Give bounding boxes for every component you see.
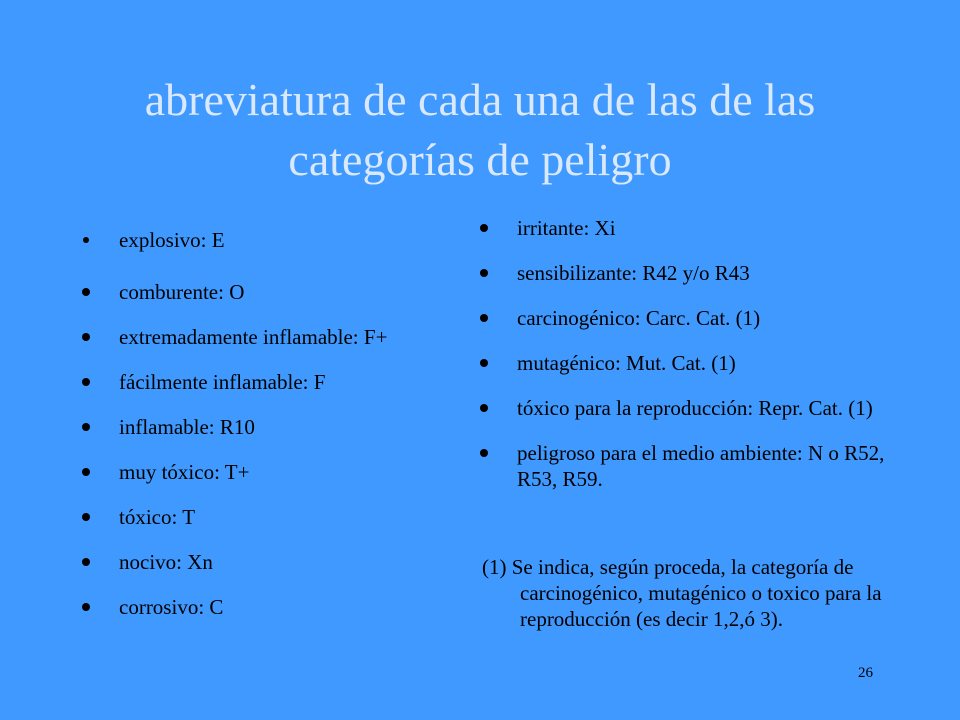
- list-item: [80, 369, 460, 414]
- item-text: extremadamente inflamable: F+: [119, 325, 388, 349]
- list-item: [80, 504, 460, 549]
- left-category-list: [80, 227, 460, 639]
- list-item: [478, 440, 928, 492]
- item-text: irritante: Xi: [517, 216, 616, 240]
- title-line-1: abreviatura de cada una de las de las: [144, 74, 816, 125]
- title-line-2: categorías de peligro: [288, 134, 672, 185]
- item-text: sensibilizante: R42 y/o R43: [517, 261, 750, 285]
- item-text: explosivo: E: [119, 228, 225, 252]
- bullet-icon: [82, 603, 90, 611]
- list-item: [478, 305, 928, 331]
- right-category-list: [478, 215, 928, 511]
- item-text: comburente: O: [119, 280, 245, 304]
- list-item: [80, 324, 460, 369]
- bullet-icon: [82, 378, 90, 386]
- bullet-icon: [82, 558, 90, 566]
- list-item: [478, 395, 928, 421]
- bullet-icon: [480, 359, 488, 367]
- list-item: [478, 350, 928, 376]
- list-item: [80, 227, 460, 279]
- footnote: (1) Se indica, según proceda, la categoría de carcinogénico, mutagénico o toxico para la reproducción (es decir 1,2,ó 3).: [482, 555, 882, 631]
- item-text: peligroso para el medio ambiente: N o R52, R53, R59.: [517, 441, 885, 491]
- bullet-icon: [480, 224, 488, 232]
- bullet-icon: [82, 423, 90, 431]
- list-item: [80, 414, 460, 459]
- bullet-icon: [82, 333, 90, 341]
- list-item: [80, 459, 460, 504]
- page-number: 26: [858, 665, 873, 681]
- item-text: muy tóxico: T+: [119, 460, 250, 484]
- bullet-icon: [83, 237, 89, 243]
- slide-title: [40, 70, 920, 190]
- item-text: fácilmente inflamable: F: [119, 370, 326, 394]
- bullet-icon: [480, 404, 488, 412]
- item-text: nocivo: Xn: [119, 550, 213, 574]
- bullet-icon: [480, 449, 488, 457]
- bullet-icon: [480, 269, 488, 277]
- item-text: carcinogénico: Carc. Cat. (1): [517, 306, 761, 330]
- list-item: [80, 549, 460, 594]
- bullet-icon: [82, 513, 90, 521]
- item-text: inflamable: R10: [119, 415, 255, 439]
- list-item: [478, 215, 928, 241]
- bullet-icon: [82, 468, 90, 476]
- list-item: [80, 279, 460, 324]
- list-item: [478, 260, 928, 286]
- item-text: tóxico para la reproducción: Repr. Cat. (1): [517, 396, 873, 420]
- bullet-icon: [82, 288, 90, 296]
- list-item: [80, 594, 460, 639]
- item-text: tóxico: T: [119, 505, 196, 529]
- item-text: corrosivo: C: [119, 595, 224, 619]
- item-text: mutagénico: Mut. Cat. (1): [517, 351, 736, 375]
- bullet-icon: [480, 314, 488, 322]
